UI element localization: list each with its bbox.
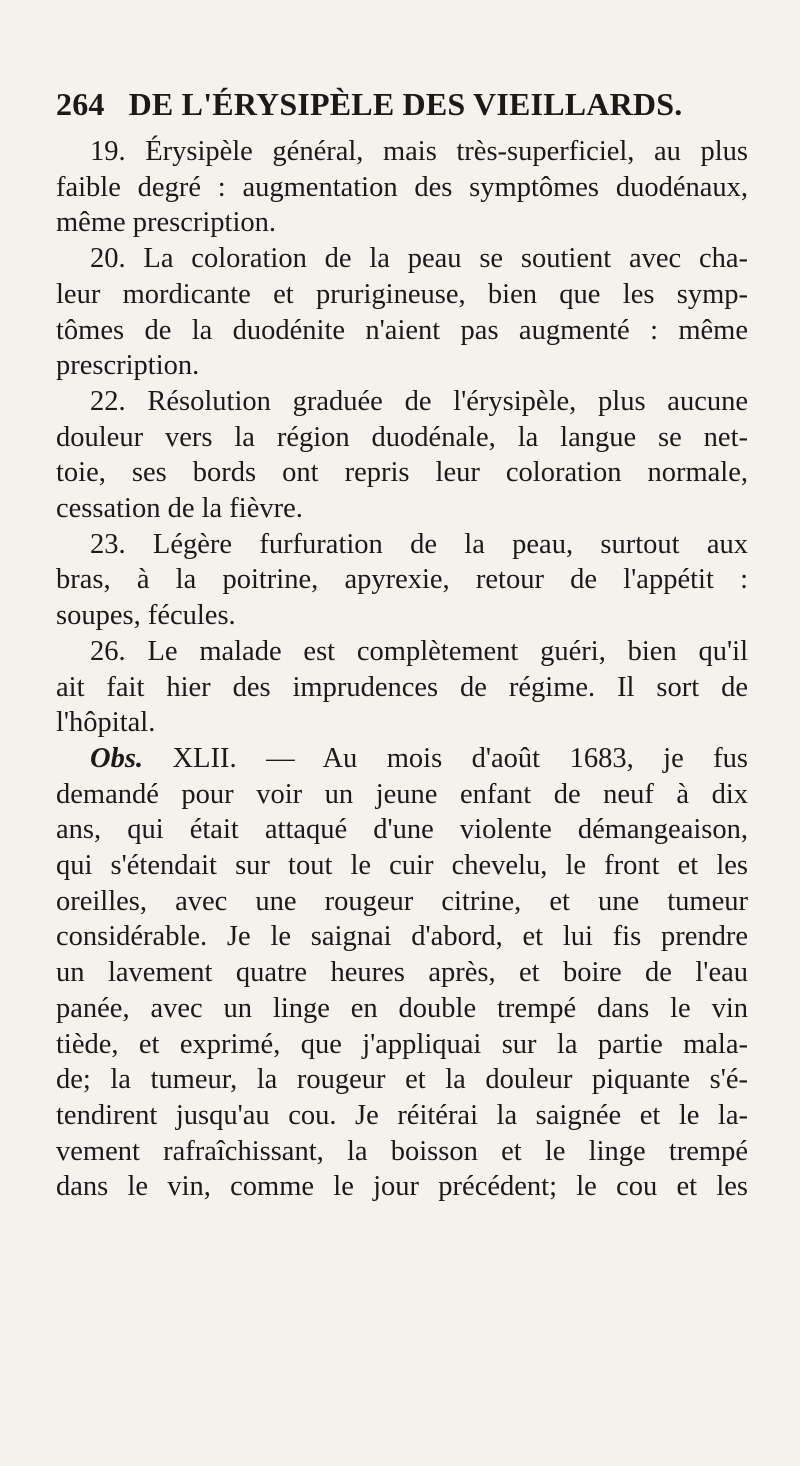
text-line: vement rafraîchissant, la boisson et le linge trempé xyxy=(56,1135,748,1167)
text-line: l'hôpital. xyxy=(56,707,156,739)
running-title: DE L'ÉRYSIPÈLE DES VIEILLARDS. xyxy=(128,86,683,122)
text-line: bras, à la poitrine, apyrexie, retour de l'appétit : xyxy=(56,564,748,596)
text-line: oreilles, avec une rougeur citrine, et une tumeur xyxy=(56,885,748,917)
text-line: un lavement quatre heures après, et boire de l'eau xyxy=(56,957,748,989)
obs-label: Obs. xyxy=(90,742,144,774)
text-line: qui s'étendait sur tout le cuir chevelu, le front et les xyxy=(56,850,748,882)
text-line: 22. Résolution graduée de l'érysipèle, plus aucune xyxy=(90,385,748,417)
text-line: 23. Légère furfuration de la peau, surtout aux xyxy=(90,528,748,560)
text-line: ans, qui était attaqué d'une violente démangeaison, xyxy=(56,814,748,846)
text-line: leur mordicante et prurigineuse, bien que les symp- xyxy=(56,278,748,310)
text-line: toie, ses bords ont repris leur coloration normale, xyxy=(56,457,748,489)
text-line: douleur vers la région duodénale, la langue se net- xyxy=(56,421,748,453)
text-line: 20. La coloration de la peau se soutient avec cha- xyxy=(90,243,748,275)
text-line: de; la tumeur, la rougeur et la douleur piquante s'é- xyxy=(56,1064,748,1096)
text-line: tômes de la duodénite n'aient pas augmenté : même xyxy=(56,314,748,346)
text-line: demandé pour voir un jeune enfant de neuf à dix xyxy=(56,778,748,810)
text-line: XLII. — Au mois d'août 1683, je fus xyxy=(172,742,749,774)
text-line: 19. Érysipèle général, mais très-superficiel, au plus xyxy=(90,136,748,167)
text-line: même prescription. xyxy=(56,207,277,239)
text-line: prescription. xyxy=(56,350,200,382)
page-number: 264 xyxy=(56,86,105,122)
text-line: panée, avec un linge en double trempé dans le vin xyxy=(56,992,748,1024)
text-line: dans le vin, comme le jour précédent; le cou et les xyxy=(56,1171,748,1203)
body-text xyxy=(56,134,748,1205)
text-line: tiède, et exprimé, que j'appliquai sur la partie mala- xyxy=(56,1028,748,1060)
text-line: cessation de la fièvre. xyxy=(56,493,303,525)
page-header xyxy=(56,86,736,123)
text-line: soupes, fécules. xyxy=(56,600,236,632)
text-line: considérable. Je le saignai d'abord, et lui fis prendre xyxy=(56,921,748,953)
observation-heading-line xyxy=(56,741,748,777)
text-line: faible degré : augmentation des symptômes duodénaux, xyxy=(56,171,748,203)
text-line: 26. Le malade est complètement guéri, bien qu'il xyxy=(90,635,748,667)
text-line: tendirent jusqu'au cou. Je réitérai la saignée et le la- xyxy=(56,1099,748,1131)
text-line: ait fait hier des imprudences de régime. Il sort de xyxy=(56,671,748,703)
